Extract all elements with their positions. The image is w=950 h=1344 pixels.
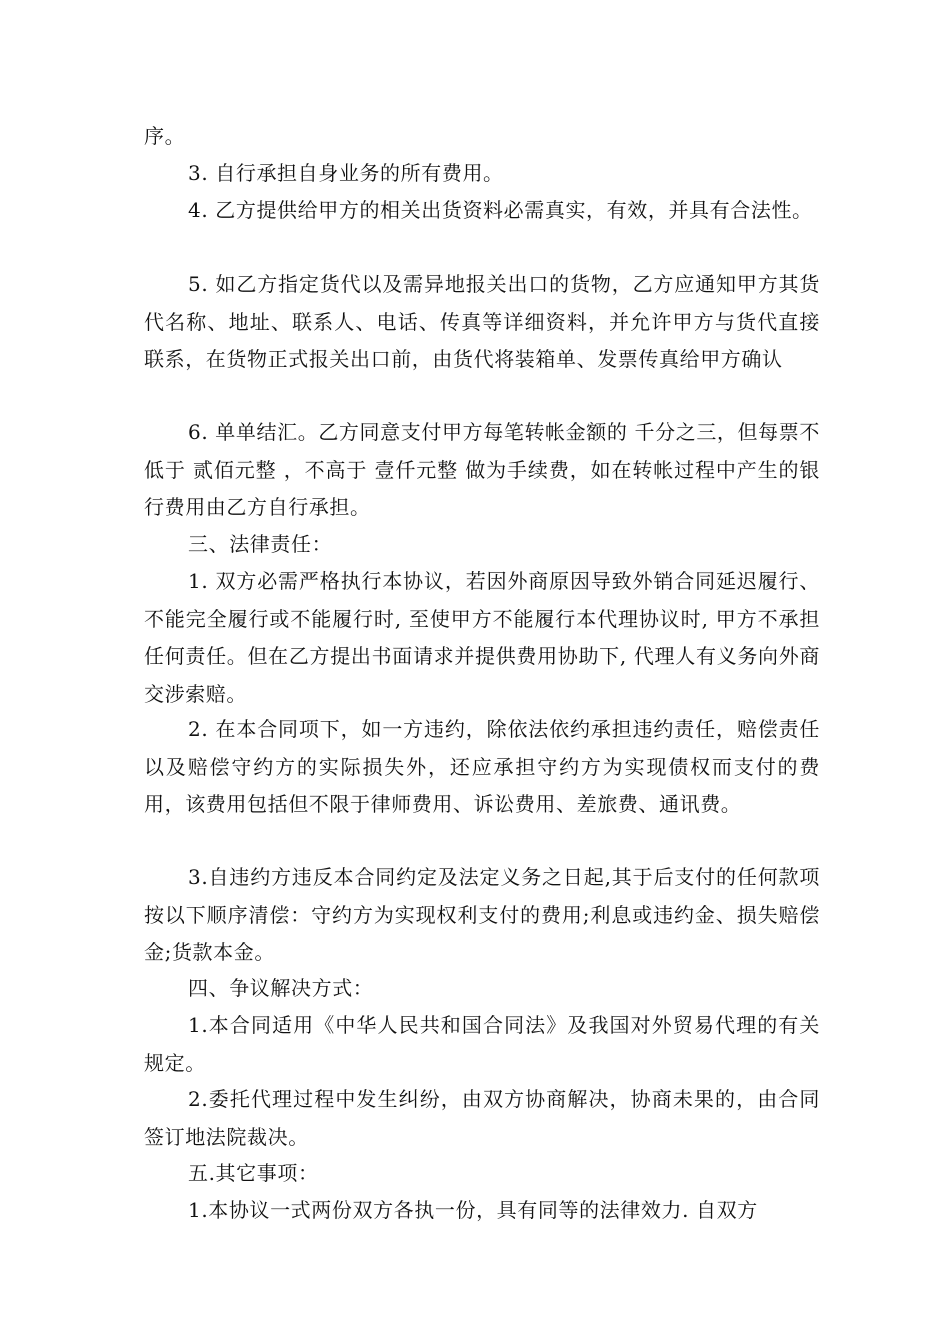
paragraph-item-4: 4. 乙方提供给甲方的相关出货资料必需真实，有效，并具有合法性。 xyxy=(188,198,813,222)
paragraph-item-5: 5. 如乙方指定货代以及需异地报关出口的货物，乙方应通知甲方其货代名称、地址、联系人、电话、传真等详细资料，并允许甲方与货代直接联系，在货物正式报关出口前，由货代将装箱单、发票传真给甲方确认 xyxy=(144,272,820,371)
paragraph-liability-3: 3.自违约方违反本合同约定及法定义务之日起,其于后支付的任何款项按以下顺序清偿：守约方为实现权利支付的费用;利息或违约金、损失赔偿金;货款本金。 xyxy=(144,865,820,964)
paragraph-continuation: 序。 xyxy=(144,124,186,148)
paragraph-liability-1: 1. 双方必需严格执行本协议，若因外商原因导致外销合同延迟履行、不能完全履行或不能履行时, 至使甲方不能履行本代理协议时, 甲方不承担任何责任。但在乙方提出书面请求并提供费用协助下, 代理人有义务向外商交涉索赔。 xyxy=(144,569,820,706)
paragraph-item-6: 6. 单单结汇。乙方同意支付甲方每笔转帐金额的 千分之三，但每票不低于 贰佰元整 ，不高于 壹仟元整 做为手续费，如在转帐过程中产生的银行费用由乙方自行承担。 xyxy=(144,420,820,519)
paragraph-other-1: 1.本协议一式两份双方各执一份，具有同等的法律效力. 自双方 xyxy=(188,1198,758,1222)
section-heading-legal-liability: 三、法律责任： xyxy=(188,532,333,556)
paragraph-liability-2: 2. 在本合同项下，如一方违约，除依法依约承担违约责任，赔偿责任以及赔偿守约方的实际损失外，还应承担守约方为实现债权而支付的费用，该费用包括但不限于律师费用、诉讼费用、差旅费、通讯费。 xyxy=(144,717,820,816)
section-heading-dispute-resolution: 四、争议解决方式： xyxy=(188,976,374,1000)
paragraph-item-3: 3. 自行承担自身业务的所有费用。 xyxy=(188,161,504,185)
paragraph-dispute-2: 2.委托代理过程中发生纠纷，由双方协商解决，协商未果的，由合同签订地法院裁决。 xyxy=(144,1087,820,1149)
paragraph-dispute-1: 1.本合同适用《中华人民共和国合同法》及我国对外贸易代理的有关规定。 xyxy=(144,1013,820,1075)
section-heading-other-matters: 五.其它事项： xyxy=(188,1161,319,1185)
